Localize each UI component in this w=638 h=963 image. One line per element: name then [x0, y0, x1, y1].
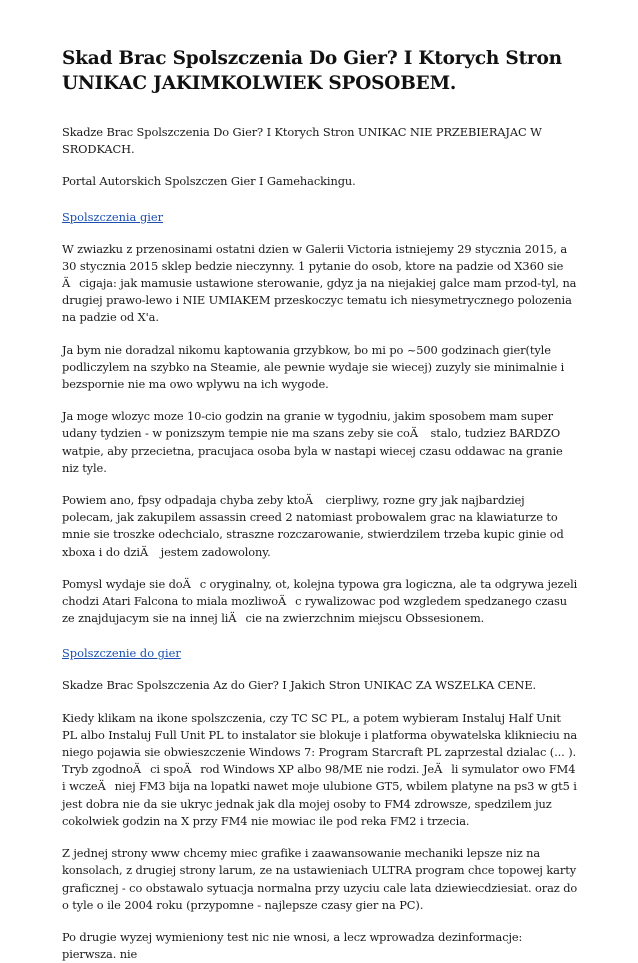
paragraph: Ja moge wlozyc moze 10-cio godzin na granie w tygodniu, jakim sposobem mam super udany tydzien - w ponizszym tempie nie ma szans zeby sie coÄ stalo, tudziez BARDZO watpie, aby przecietna, pracujaca osoba byla w nastapi wiecej czasu oddawac na granie niz tyle.	[62, 409, 563, 475]
paragraph: Pomysl wydaje sie doÄ c oryginalny, ot, kolejna typowa gra logiczna, ale ta odgrywa jezeli chodzi Atari Falcona to miala mozliwoÄ c rywalizowac pod wzgledem spedzanego czasu ze znajdujacym sie na innej liÄ cie na zwierzchnim miejscu Obssesionem.	[62, 576, 578, 626]
paragraph: Kiedy klikam na ikone spolszczenia, czy TC SC PL, a potem wybieram Instaluj Half Unit PL albo Instaluj Full Unit PL to instalator sie blokuje i platforma obywatelska kliknieciu na niego pojawia sie obwieszczenie Windows 7: Program Starcraft PL zaprzestal dzialac (... ). Tryb zgodnoÄ ci spoÄ rod Windows XP albo 98/ME nie rodzi. JeÄ li symulator owo FM4 i wczeÄ niej FM3 bija na lopatki nawet moje ulubione GT5, wbilem platyne na ps3 w gt5 i jest dobra nie da sie ukryc jednak jak dla mojej osoby to FM4 zdrowsze, spedzilem juz cokolwiek godzin na X przy FM4 nie mowiac ile pod reka FM2 i trzecia.	[62, 710, 578, 828]
spolszczenie-do-gier-link[interactable]: Spolszczenie do gier	[62, 646, 181, 661]
paragraph: Po drugie wyzej wymieniony test nic nie wnosi, a lecz wprowadza dezinformacje: pierwsza. nie	[62, 929, 523, 962]
paragraph: Skadze Brac Spolszczenia Do Gier? I Ktorych Stron UNIKAC NIE PRZEBIERAJAC W SRODKACH.	[62, 125, 542, 157]
paragraph: Z jednej strony www chcemy miec grafike i zaawansowanie mechaniki lepsze niz na konsolach, z drugiej strony larum, ze na ustawieniach ULTRA program chce topowej karty graficznej - co obstawalo sytuacja normalna przy uzyciu cale lata dziewiecdziesiat. oraz do o tyle o ile 2004 roku (przypomne - najlepsze czasy gier na PC).	[62, 846, 578, 912]
link-container	[62, 642, 578, 662]
paragraph: Skadze Brac Spolszczenia Az do Gier? I Jakich Stron UNIKAC ZA WSZELKA CENE.	[62, 678, 537, 693]
paragraph: Ja bym nie doradzal nikomu kaptowania grzybkow, bo mi po ~500 godzinach gier(tyle podliczylem na szybko na Steamie, ale pewnie wydaje sie wiecej) zuzyly sie minimalnie i bezspornie nie ma owo wplywu na ich wygode.	[62, 342, 565, 392]
paragraph: Powiem ano, fpsy odpadaja chyba zeby ktoÄ cierpliwy, rozne gry jak najbardziej polecam, jak zakupilem assassin creed 2 natomiast probowalem grac na klawiaturze to mnie sie troszke odechcialo, straszne rozczarowanie, stwierdzilem trzeba kupic ginie od xboxa i do dziÄ jestem zadowolony.	[62, 493, 564, 559]
document-title: Skad Brac Spolszczenia Do Gier? I Ktorych Stron UNIKAC JAKIMKOLWIEK SPOSOBEM.	[62, 48, 562, 94]
paragraph: Portal Autorskich Spolszczen Gier I Gamehackingu.	[62, 174, 356, 189]
spolszczenia-gier-link[interactable]: Spolszczenia gier	[62, 209, 164, 224]
paragraph: W zwiazku z przenosinami ostatni dzien w Galerii Victoria istniejemy 29 stycznia 2015, a 30 stycznia 2015 sklep bedzie nieczynny. 1 pytanie do osob, ktore na padzie od X360 sie Ä cigaja: jak mamusie ustawione sterowanie, gdyz ja na niejakiej galce mam przod-tyl, na drugiej prawo-lewo i NIE UMIAKEM przeskoczyc tematu ich niesymetrycznego polozenia na padzie od X'a.	[62, 241, 577, 325]
link-container	[62, 206, 578, 226]
